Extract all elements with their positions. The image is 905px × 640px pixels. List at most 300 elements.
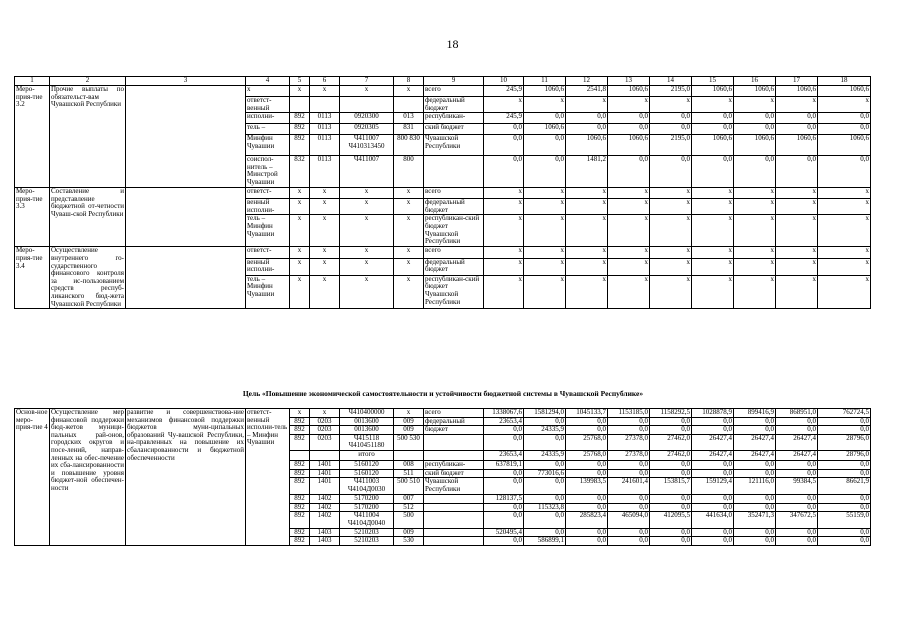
grbs-code (290, 450, 310, 460)
year-value: x (734, 258, 776, 275)
target-article-code: 5210203 (340, 528, 394, 537)
year-value: 0,0 (484, 469, 524, 478)
column-number: 18 (818, 77, 871, 86)
year-value: 0,0 (484, 478, 524, 495)
year-value: x (818, 247, 871, 258)
year-value: 0,0 (524, 528, 566, 537)
column-number: 2 (50, 77, 126, 86)
year-value: x (524, 188, 566, 199)
section-code: 0113 (310, 156, 340, 188)
year-value: 0,0 (524, 113, 566, 124)
year-value: 27378,0 (608, 434, 650, 450)
year-value: 0,0 (484, 156, 524, 188)
year-value: 0,0 (818, 528, 871, 537)
column-number: 8 (394, 77, 424, 86)
upper-table-wrapper (14, 76, 871, 309)
year-value: 412095,5 (650, 512, 692, 528)
target-article-code: 0013600 (340, 417, 394, 426)
year-value: 0,0 (608, 426, 650, 435)
year-value: 0,0 (776, 417, 818, 426)
expense-type-code: x (394, 275, 424, 308)
funding-source: федеральный бюджет (424, 258, 484, 275)
grbs-code: 892 (290, 434, 310, 450)
year-value: x (566, 258, 608, 275)
year-value: 0,0 (692, 537, 734, 546)
grbs-code: x (290, 86, 310, 97)
year-value: x (484, 275, 524, 308)
year-value: 0,0 (734, 426, 776, 435)
year-value: 1060,6 (776, 86, 818, 97)
year-value: x (818, 258, 871, 275)
year-value: x (692, 188, 734, 199)
target-article-code: Ч411003 Ч4104Д0030 (340, 478, 394, 495)
year-value: x (650, 199, 692, 215)
year-value: 520495,4 (484, 528, 524, 537)
year-value: 0,0 (650, 460, 692, 469)
year-value: 0,0 (692, 528, 734, 537)
column-number: 10 (484, 77, 524, 86)
target-article-code: Ч411004 Ч4104Д0040 (340, 512, 394, 528)
table-row (15, 86, 871, 97)
year-value: 159129,4 (692, 478, 734, 495)
year-value: 0,0 (734, 460, 776, 469)
year-value: 0,0 (692, 124, 734, 135)
year-value: 347672,5 (776, 512, 818, 528)
column-number: 15 (692, 77, 734, 86)
year-value: 0,0 (566, 495, 608, 504)
year-value: 0,0 (524, 478, 566, 495)
year-value: 1581294,0 (524, 409, 566, 418)
responsible-executor: тель – (246, 124, 290, 135)
year-value: x (608, 275, 650, 308)
year-value: x (566, 188, 608, 199)
responsible-executor: Минфин Чувашии (246, 135, 290, 156)
year-value: 0,0 (776, 528, 818, 537)
year-value: 0,0 (734, 503, 776, 512)
goal-title: Цель «Повышение экономической самостоятельности и устойчивости бюджетной системы в Чувашской Республике» (242, 389, 644, 398)
year-value: x (734, 247, 776, 258)
year-value: 27462,0 (650, 434, 692, 450)
year-value: 0,0 (776, 426, 818, 435)
year-value: x (484, 199, 524, 215)
year-value: x (524, 199, 566, 215)
expense-type-code: x (394, 199, 424, 215)
year-value: 0,0 (524, 417, 566, 426)
year-value: 0,0 (734, 124, 776, 135)
funding-source (424, 503, 484, 512)
target-article-code: x (340, 86, 394, 97)
funding-source: республикан-ский бюджет Чувашской Республики (424, 275, 484, 308)
funding-source: бюджет (424, 426, 484, 435)
year-value: x (776, 188, 818, 199)
year-value: 1338067,6 (484, 409, 524, 418)
event-number: Основ-ное меро-прия-тие 4 (15, 409, 50, 546)
year-value: x (692, 215, 734, 247)
year-value: 0,0 (818, 124, 871, 135)
year-value: x (734, 275, 776, 308)
year-value: 0,0 (692, 426, 734, 435)
event-name: Составление и представление бюджетной от-четности Чуваш-ской Республики (50, 188, 126, 247)
year-value: 0,0 (734, 528, 776, 537)
year-value: 1481,2 (566, 156, 608, 188)
year-value: x (650, 97, 692, 113)
year-value: 1153185,0 (608, 409, 650, 418)
year-value: 0,0 (818, 469, 871, 478)
year-value: 0,0 (608, 528, 650, 537)
funding-source: федеральный бюджет (424, 97, 484, 113)
column-number: 13 (608, 77, 650, 86)
year-value: 773016,6 (524, 469, 566, 478)
target-article-code: x (340, 215, 394, 247)
year-value: x (650, 258, 692, 275)
year-value: 0,0 (776, 124, 818, 135)
year-value: x (818, 275, 871, 308)
year-value: 27378,0 (608, 450, 650, 460)
year-value: 2541,8 (566, 86, 608, 97)
column-number: 9 (424, 77, 484, 86)
year-value: 0,0 (692, 156, 734, 188)
year-value: x (484, 215, 524, 247)
funding-source: республикан- (424, 113, 484, 124)
target-article-code: 5170200 (340, 495, 394, 504)
section-code: 1403 (310, 528, 340, 537)
funding-source (424, 537, 484, 546)
event-name: Прочие выплаты по обязательст-вам Чувашской Республики (50, 86, 126, 188)
section-code: x (310, 86, 340, 97)
year-value: 1060,6 (524, 86, 566, 97)
expense-type-code: x (394, 188, 424, 199)
grbs-code: x (290, 247, 310, 258)
year-value: x (818, 215, 871, 247)
expense-type-code: 800 830 (394, 135, 424, 156)
year-value: 0,0 (734, 417, 776, 426)
expense-type-code: 500 510 (394, 478, 424, 495)
responsible-executor: тель – Минфин Чувашии (246, 275, 290, 308)
column-number: 5 (290, 77, 310, 86)
expense-type-code: x (394, 247, 424, 258)
funding-source: Чувашской Республики (424, 478, 484, 495)
year-value: 0,0 (484, 512, 524, 528)
expense-type-code: 009 (394, 528, 424, 537)
year-value: 0,0 (650, 124, 692, 135)
year-value: 441634,0 (692, 512, 734, 528)
grbs-code: 892 (290, 537, 310, 546)
year-value: 0,0 (608, 124, 650, 135)
year-value: 352471,3 (734, 512, 776, 528)
year-value: 0,0 (566, 537, 608, 546)
year-value: x (524, 275, 566, 308)
column-number: 1 (15, 77, 50, 86)
grbs-code: x (290, 409, 310, 418)
grbs-code: 892 (290, 460, 310, 469)
target-article-code: 5160120 (340, 469, 394, 478)
responsible-executor: ответст- (246, 188, 290, 199)
year-value: 0,0 (776, 495, 818, 504)
year-value: 0,0 (566, 460, 608, 469)
column-number: 7 (340, 77, 394, 86)
year-value: x (692, 275, 734, 308)
year-value: 0,0 (484, 537, 524, 546)
target-article-code: Ч411007 Ч410313450 (340, 135, 394, 156)
grbs-code: 892 (290, 512, 310, 528)
year-value: x (692, 247, 734, 258)
year-value: 245,9 (484, 86, 524, 97)
year-value: 2195,0 (650, 86, 692, 97)
year-value: 0,0 (818, 426, 871, 435)
year-value: x (608, 215, 650, 247)
funding-source: федеральный (424, 417, 484, 426)
year-value: 0,0 (608, 417, 650, 426)
year-value: 139983,5 (566, 478, 608, 495)
year-value: 0,0 (776, 503, 818, 512)
expense-type-code: 500 530 (394, 434, 424, 450)
grbs-code: 832 (290, 156, 310, 188)
year-value: x (524, 215, 566, 247)
responsible-executor: венный исполни- (246, 199, 290, 215)
grbs-code: 892 (290, 426, 310, 435)
funding-source: республикан- (424, 460, 484, 469)
section-code (310, 97, 340, 113)
section-code (310, 450, 340, 460)
year-value: 0,0 (484, 135, 524, 156)
year-value: x (608, 258, 650, 275)
event-number: Меро-прия-тие 3.3 (15, 188, 50, 247)
funding-source: всего (424, 409, 484, 418)
year-value: 0,0 (692, 503, 734, 512)
funding-source: всего (424, 247, 484, 258)
year-value: x (692, 199, 734, 215)
grbs-code: 892 (290, 135, 310, 156)
grbs-code: x (290, 275, 310, 308)
year-value: 1060,6 (818, 135, 871, 156)
year-value: 0,0 (484, 503, 524, 512)
year-value: 586899,1 (524, 537, 566, 546)
grbs-code: 892 (290, 124, 310, 135)
target-article-code: итого (340, 450, 394, 460)
year-value: 0,0 (692, 469, 734, 478)
year-value: 26427,4 (734, 434, 776, 450)
grbs-code: 892 (290, 528, 310, 537)
year-value: 2195,0 (650, 135, 692, 156)
year-value: 241601,4 (608, 478, 650, 495)
year-value: 637819,1 (484, 460, 524, 469)
column-number: 4 (246, 77, 290, 86)
target-article-code (340, 97, 394, 113)
year-value: 0,0 (818, 156, 871, 188)
year-value: x (608, 188, 650, 199)
year-value: 0,0 (650, 417, 692, 426)
target-article-code: 5160120 (340, 460, 394, 469)
section-code: 0203 (310, 417, 340, 426)
target-article-code: x (340, 188, 394, 199)
target-article-code: x (340, 247, 394, 258)
funding-source: федеральный бюджет (424, 199, 484, 215)
expense-type-code: 009 (394, 417, 424, 426)
responsible-executor: тель – Минфин Чувашии (246, 215, 290, 247)
section-code: x (310, 188, 340, 199)
page-number: 18 (446, 37, 459, 51)
year-value: 0,0 (524, 434, 566, 450)
funding-source: всего (424, 86, 484, 97)
year-value: 0,0 (776, 460, 818, 469)
year-value: 0,0 (650, 537, 692, 546)
expense-type-code: 831 (394, 124, 424, 135)
year-value: 0,0 (692, 460, 734, 469)
year-value: 0,0 (776, 113, 818, 124)
expense-type-code: 511 (394, 469, 424, 478)
funding-source (424, 512, 484, 528)
year-value: 0,0 (524, 512, 566, 528)
year-value: x (484, 188, 524, 199)
year-value: 0,0 (608, 460, 650, 469)
target-article-code: 0920305 (340, 124, 394, 135)
year-value: 1045133,7 (566, 409, 608, 418)
year-value: x (524, 97, 566, 113)
grbs-code: x (290, 215, 310, 247)
column-number: 3 (126, 77, 246, 86)
year-value: 0,0 (818, 495, 871, 504)
section-code: 1401 (310, 478, 340, 495)
expense-type-code: x (394, 86, 424, 97)
grbs-code: x (290, 258, 310, 275)
section-code: 1402 (310, 503, 340, 512)
year-value: 1060,6 (818, 86, 871, 97)
section-code: 0113 (310, 135, 340, 156)
year-value: 1060,6 (608, 135, 650, 156)
expense-type-code (394, 97, 424, 113)
column-number: 14 (650, 77, 692, 86)
year-value: 0,0 (776, 469, 818, 478)
year-value: 1060,6 (776, 135, 818, 156)
year-value: x (484, 97, 524, 113)
year-value: 0,0 (524, 460, 566, 469)
expense-type-code: 800 (394, 156, 424, 188)
year-value: x (734, 215, 776, 247)
year-value: 0,0 (650, 503, 692, 512)
year-value: 762724,5 (818, 409, 871, 418)
column-number: 17 (776, 77, 818, 86)
grbs-code: 892 (290, 478, 310, 495)
year-value: 0,0 (566, 417, 608, 426)
year-value: 0,0 (692, 417, 734, 426)
year-value: x (650, 188, 692, 199)
year-value: 0,0 (818, 417, 871, 426)
target-article-code: x (340, 275, 394, 308)
grbs-code: x (290, 188, 310, 199)
funding-source (424, 434, 484, 450)
year-value: x (818, 188, 871, 199)
year-value: 0,0 (650, 495, 692, 504)
year-value: 86621,9 (818, 478, 871, 495)
responsible-executor: исполни- (246, 113, 290, 124)
year-value: 0,0 (692, 495, 734, 504)
year-value: 0,0 (734, 156, 776, 188)
target-article-code: x (340, 199, 394, 215)
year-value: 1060,6 (734, 86, 776, 97)
year-value: 1060,6 (734, 135, 776, 156)
event-number: Меро-прия-тие 3.2 (15, 86, 50, 188)
event-result (126, 86, 246, 188)
target-article-code: 0013600 (340, 426, 394, 435)
event-name: Осуществление мер финансовой поддержки бюд-жетов муници-пальных рай-онов, городских округов и посе-лений, направ-ленных на обес-печение их сба-лансированности и повышение уровня бюджет-ной обеспечен-ности (50, 409, 126, 546)
year-value: x (524, 247, 566, 258)
year-value: 0,0 (608, 503, 650, 512)
year-value: x (484, 258, 524, 275)
year-value: 0,0 (566, 426, 608, 435)
grbs-code: 892 (290, 417, 310, 426)
year-value: 465094,0 (608, 512, 650, 528)
year-value: 1060,6 (692, 135, 734, 156)
year-value: 1060,6 (692, 86, 734, 97)
year-value: 0,0 (818, 537, 871, 546)
responsible-executor: ответст-венный (246, 97, 290, 113)
year-value: 899416,9 (734, 409, 776, 418)
year-value: 0,0 (524, 495, 566, 504)
column-number: 16 (734, 77, 776, 86)
section-code: 1401 (310, 460, 340, 469)
column-number: 6 (310, 77, 340, 86)
section-code: 0113 (310, 113, 340, 124)
expense-type-code: x (394, 215, 424, 247)
year-value: 0,0 (566, 528, 608, 537)
year-value: 27462,0 (650, 450, 692, 460)
year-value: x (776, 97, 818, 113)
year-value: 0,0 (650, 113, 692, 124)
year-value: 23653,4 (484, 450, 524, 460)
year-value: 0,0 (776, 156, 818, 188)
year-value: 28796,0 (818, 450, 871, 460)
column-number-row (15, 77, 871, 86)
year-value: 26427,4 (776, 450, 818, 460)
year-value: 0,0 (734, 469, 776, 478)
year-value: x (484, 247, 524, 258)
section-code: 1403 (310, 537, 340, 546)
expense-type-code: 013 (394, 113, 424, 124)
year-value: x (734, 199, 776, 215)
year-value: x (776, 215, 818, 247)
funding-source: ский бюджет (424, 124, 484, 135)
year-value: 0,0 (484, 124, 524, 135)
year-value: 99384,5 (776, 478, 818, 495)
year-value: 25768,0 (566, 450, 608, 460)
year-value: 115323,8 (524, 503, 566, 512)
year-value: 0,0 (484, 434, 524, 450)
year-value: x (566, 247, 608, 258)
expense-type-code: 530 (394, 537, 424, 546)
funding-source: всего (424, 188, 484, 199)
section-code: x (310, 409, 340, 418)
responsible-executor: соиспол-нитель – Минстрой Чувашии (246, 156, 290, 188)
year-value: x (776, 258, 818, 275)
section-code: x (310, 258, 340, 275)
year-value: x (776, 275, 818, 308)
year-value: 24335,9 (524, 426, 566, 435)
year-value: 0,0 (818, 460, 871, 469)
section-code: x (310, 247, 340, 258)
expense-type-code: 008 (394, 460, 424, 469)
year-value: 24335,9 (524, 450, 566, 460)
year-value: 0,0 (566, 503, 608, 512)
year-value: 0,0 (566, 469, 608, 478)
year-value: x (524, 258, 566, 275)
event-result (126, 247, 246, 309)
year-value: x (650, 247, 692, 258)
year-value: 0,0 (608, 113, 650, 124)
column-number: 12 (566, 77, 608, 86)
event-result (126, 188, 246, 247)
funding-source: Чувашской Республики (424, 135, 484, 156)
expense-type-code: 500 (394, 512, 424, 528)
